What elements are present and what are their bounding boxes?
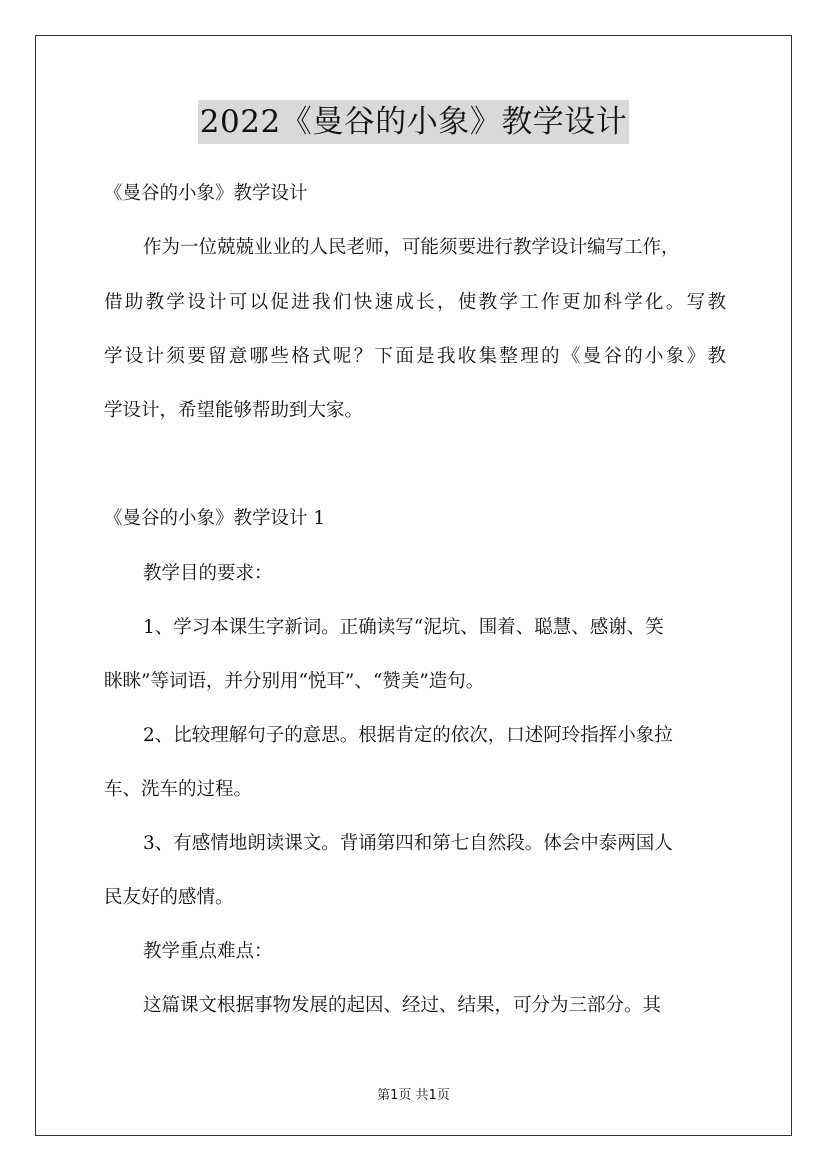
intro-line-4: 学设计，希望能够帮助到大家。 xyxy=(104,400,364,421)
key-points-line-1: 这篇课文根据事物发展的起因、经过、结果，可分为三部分。其 xyxy=(143,995,662,1016)
intro-line-2: 借助教学设计可以促进我们快速成长，使教学工作更加科学化。写教 xyxy=(104,292,726,313)
goal-1-line-1: 1、学习本课生字新词。正确读写“泥坑、围着、聪慧、感谢、笑 xyxy=(143,617,664,638)
goal-1-line-2: 眯眯”等词语，并分别用“悦耳”、“赞美”造句。 xyxy=(104,671,485,692)
goal-3-line-2: 民友好的感情。 xyxy=(104,887,234,908)
goals-heading: 教学目的要求： xyxy=(143,563,273,584)
section-heading: 《曼谷的小象》教学设计 1 xyxy=(104,508,326,529)
intro-line-1: 作为一位兢兢业业的人民老师，可能须要进行教学设计编写工作， xyxy=(143,237,680,258)
goal-2-line-1: 2、比较理解句子的意思。根据肯定的依次，口述阿玲指挥小象拉 xyxy=(143,725,673,746)
goal-3-line-1: 3、有感情地朗读课文。背诵第四和第七自然段。体会中泰两国人 xyxy=(143,833,673,854)
key-points-heading: 教学重点难点： xyxy=(143,941,273,962)
page-footer: 第1页 共1页 xyxy=(377,1088,450,1103)
intro-line-3: 学设计须要留意哪些格式呢？下面是我收集整理的《曼谷的小象》教 xyxy=(104,346,726,367)
document-title: 2022《曼谷的小象》教学设计 xyxy=(198,100,629,144)
goal-2-line-2: 车、洗车的过程。 xyxy=(104,779,253,800)
subtitle: 《曼谷的小象》教学设计 xyxy=(104,183,308,204)
title-container xyxy=(0,100,827,144)
